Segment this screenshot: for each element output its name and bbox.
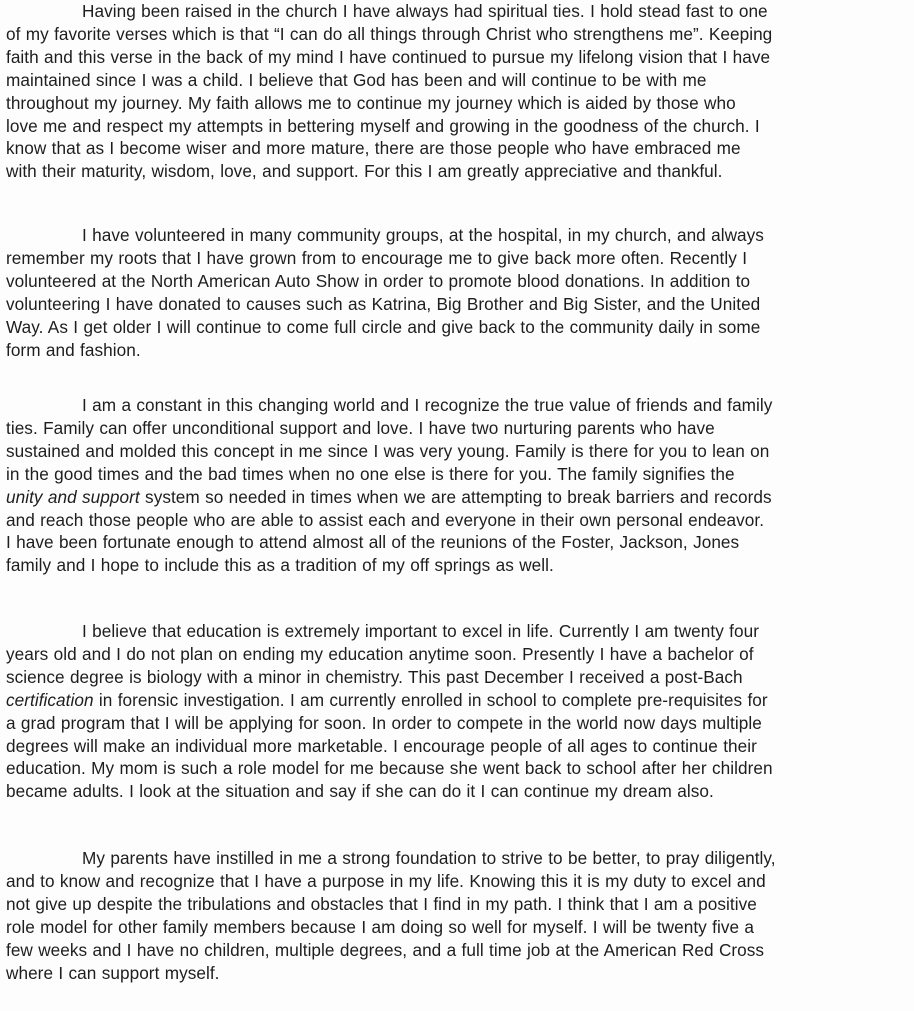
text-line: family and I hope to include this as a tradition of my off springs as well. (6, 555, 554, 576)
text-line: degrees will make an individual more marketable. I encourage people of all ages to continue their (6, 735, 757, 756)
text-run: in forensic investigation. I am currently enrolled in school to complete pre-requisites for (93, 689, 768, 710)
text-line (6, 486, 910, 509)
text-line: ties. Family can offer unconditional support and love. I have two nurturing parents who have (6, 417, 715, 438)
text-line: I have volunteered in many community groups, at the hospital, in my church, and always (82, 225, 764, 245)
text-line: I have been fortunate enough to attend almost all of the reunions of the Foster, Jackson, Jones (6, 532, 740, 553)
text-line: science degree is biology with a minor in chemistry. This past December I received a post-Bach (6, 666, 743, 687)
text-line: remember my roots that I have grown from to encourage me to give back more often. Recently I (6, 247, 748, 268)
italic-phrase: certification (6, 689, 94, 710)
text-line: where I can support myself. (6, 962, 220, 983)
paragraph-parents-foundation (6, 847, 910, 984)
text-line: and to know and recognize that I have a purpose in my life. Knowing this it is my duty to excel and (6, 870, 766, 891)
text-line: know that as I become wiser and more mature, there are those people who have embraced me (6, 138, 741, 159)
text-line: and reach those people who are able to assist each and everyone in their own personal endeavor. (6, 509, 765, 530)
text-line: volunteered at the North American Auto Show in order to promote blood donations. In addition to (6, 270, 751, 291)
text-line: with their maturity, wisdom, love, and support. For this I am greatly appreciative and thankful. (6, 161, 723, 182)
text-line: I believe that education is extremely important to excel in life. Currently I am twenty four (82, 621, 759, 641)
italic-phrase: unity and support (6, 486, 140, 507)
text-line: form and fashion. (6, 339, 141, 360)
text-line: My parents have instilled in me a strong foundation to strive to be better, to pray diligently, (82, 848, 776, 868)
text-line: became adults. I look at the situation and say if she can do it I can continue my dream also. (6, 781, 714, 802)
text-line: role model for other family members because I am doing so well for myself. I will be twenty five a (6, 916, 755, 937)
text-line: a grad program that I will be applying for soon. In order to compete in the world now days multiple (6, 712, 762, 733)
text-line: Way. As I get older I will continue to come full circle and give back to the community daily in some (6, 316, 761, 337)
text-line: in the good times and the bad times when no one else is there for you. The family signifies the (6, 463, 735, 484)
text-line: faith and this verse in the back of my mind I have continued to pursue my lifelong vision that I have (6, 46, 771, 67)
text-run: system so needed in times when we are attempting to break barriers and records (139, 486, 772, 507)
text-line (6, 689, 910, 712)
text-line: maintained since I was a child. I believe that God has been and will continue to be with me (6, 69, 707, 90)
text-line: years old and I do not plan on ending my education anytime soon. Presently I have a bachelor of (6, 643, 754, 664)
text-line: few weeks and I have no children, multiple degrees, and a full time job at the American Red Cross (6, 939, 765, 960)
text-line: throughout my journey. My faith allows me to continue my journey which is aided by those who (6, 92, 736, 113)
text-line: Having been raised in the church I have always had spiritual ties. I hold stead fast to one (82, 1, 768, 21)
paragraph-education (6, 620, 910, 803)
paragraph-family (6, 394, 910, 577)
paragraph-volunteering (6, 224, 910, 361)
text-line: I am a constant in this changing world and I recognize the true value of friends and family (82, 395, 773, 415)
paragraph-spiritual-ties (6, 0, 910, 183)
text-line: not give up despite the tribulations and obstacles that I find in my path. I think that I am a positive (6, 893, 757, 914)
text-line: volunteering I have donated to causes such as Katrina, Big Brother and Big Sister, and the United (6, 293, 761, 314)
text-line: education. My mom is such a role model for me because she went back to school after her children (6, 758, 773, 779)
text-line: of my favorite verses which is that “I can do all things through Christ who strengthens me”. Keeping (6, 23, 773, 44)
text-line: sustained and molded this concept in me since I was very young. Family is there for you to lean on (6, 440, 770, 461)
text-line: love me and respect my attempts in bettering myself and growing in the goodness of the church. I (6, 115, 760, 136)
